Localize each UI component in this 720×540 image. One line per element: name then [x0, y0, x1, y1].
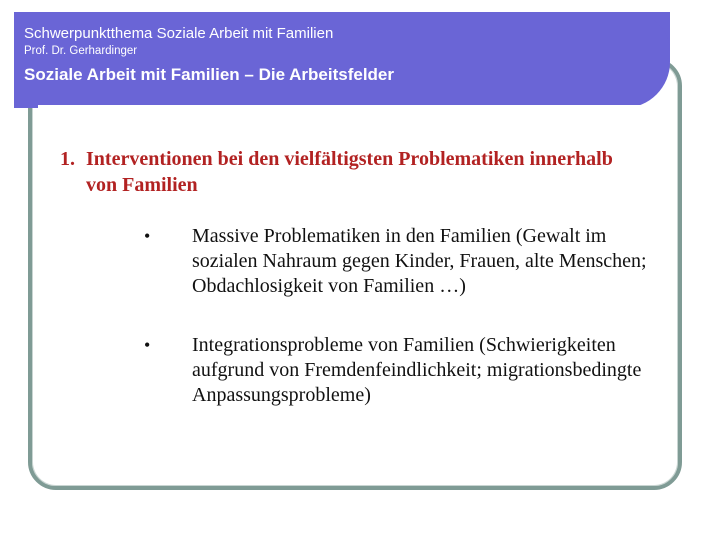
header-author: Prof. Dr. Gerhardinger: [24, 45, 138, 57]
header-corner: [624, 12, 670, 58]
section-heading: [60, 146, 660, 198]
list-item: [60, 333, 660, 408]
slide-content: [60, 146, 660, 442]
header-subtitle: Soziale Arbeit mit Familien – Die Arbeitsfelder: [24, 65, 395, 84]
header-divider: [38, 105, 652, 108]
bullet-text: Massive Problematiken in den Familien (Gewalt im sozialen Nahraum gegen Kinder, Frauen, alte Menschen; Obdachlosigkeit von Familien …): [192, 225, 647, 297]
bullet-icon: •: [144, 335, 151, 355]
bullet-text: Integrationsprobleme von Familien (Schwierigkeiten aufgrund von Fremdenfeindlichkeit; migrationsbedingte Anpassungsprobleme): [192, 334, 642, 406]
bullet-list: [60, 224, 660, 408]
slide-header: [14, 12, 670, 108]
bullet-icon: •: [144, 226, 151, 246]
heading-text: Interventionen bei den vielfältigsten Problematiken innerhalb von Familien: [86, 148, 613, 196]
list-item: [60, 224, 660, 299]
header-title: Schwerpunktthema Soziale Arbeit mit Familien: [24, 25, 334, 42]
heading-number: 1.: [60, 148, 75, 170]
